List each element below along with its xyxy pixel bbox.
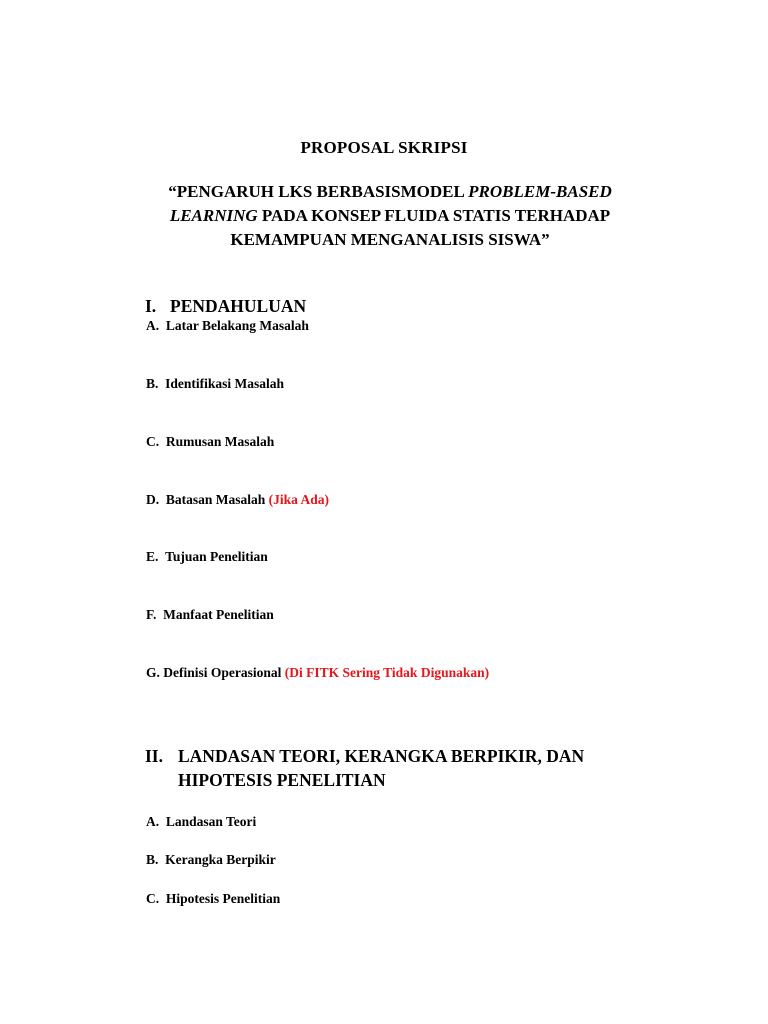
item-label: A. [146, 318, 160, 333]
item-text: Definisi Operasional [163, 665, 282, 680]
item-label: E. [146, 549, 159, 564]
item-label: B. [146, 376, 159, 391]
item-text: Latar Belakang Masalah [165, 318, 309, 333]
section-heading-1 [145, 294, 306, 318]
item-label: A. [146, 814, 160, 829]
item-label: C. [146, 891, 160, 906]
list-item [146, 665, 489, 681]
list-item [146, 891, 280, 907]
list-item [146, 852, 276, 868]
thesis-title-part2: PADA KONSEP FLUIDA STATIS TERHADAP KEMAMPUAN MENGANALISIS SISWA” [230, 206, 611, 249]
thesis-title [140, 180, 640, 252]
item-text: Manfaat Penelitian [163, 607, 274, 622]
item-text: Kerangka Berpikir [165, 852, 276, 867]
item-note: (Di FITK Sering Tidak Digunakan) [284, 665, 490, 680]
thesis-title-part1: “PENGARUH LKS BERBASISMODEL [168, 182, 469, 201]
item-label: C. [146, 434, 160, 449]
item-note: (Jika Ada) [268, 492, 330, 507]
section-title: LANDASAN TEORI, KERANGKA BERPIKIR, DAN HIPOTESIS PENELITIAN [178, 746, 585, 790]
section-number: II. [145, 746, 163, 766]
item-label: D. [146, 492, 160, 507]
item-label: G. [146, 665, 160, 680]
list-item [146, 376, 284, 392]
item-text: Tujuan Penelitian [165, 549, 268, 564]
list-item [146, 814, 256, 830]
item-text: Landasan Teori [165, 814, 257, 829]
item-text: Rumusan Masalah [165, 434, 275, 449]
section-title: PENDAHULUAN [170, 296, 307, 316]
list-item [146, 318, 309, 334]
item-text: Identifikasi Masalah [165, 376, 285, 391]
list-item [146, 607, 274, 623]
item-label: F. [146, 607, 157, 622]
list-item [146, 549, 268, 565]
item-label: B. [146, 852, 159, 867]
list-item [146, 492, 329, 508]
item-text: Batasan Masalah [165, 492, 266, 507]
thesis-title-italic: PROBLEM-BASED LEARNING [169, 182, 612, 225]
section-heading-2 [145, 744, 625, 792]
document-title: PROPOSAL SKRIPSI [300, 138, 468, 157]
item-text: Hipotesis Penelitian [165, 891, 281, 906]
list-item [146, 434, 274, 450]
section-number: I. [145, 296, 157, 316]
